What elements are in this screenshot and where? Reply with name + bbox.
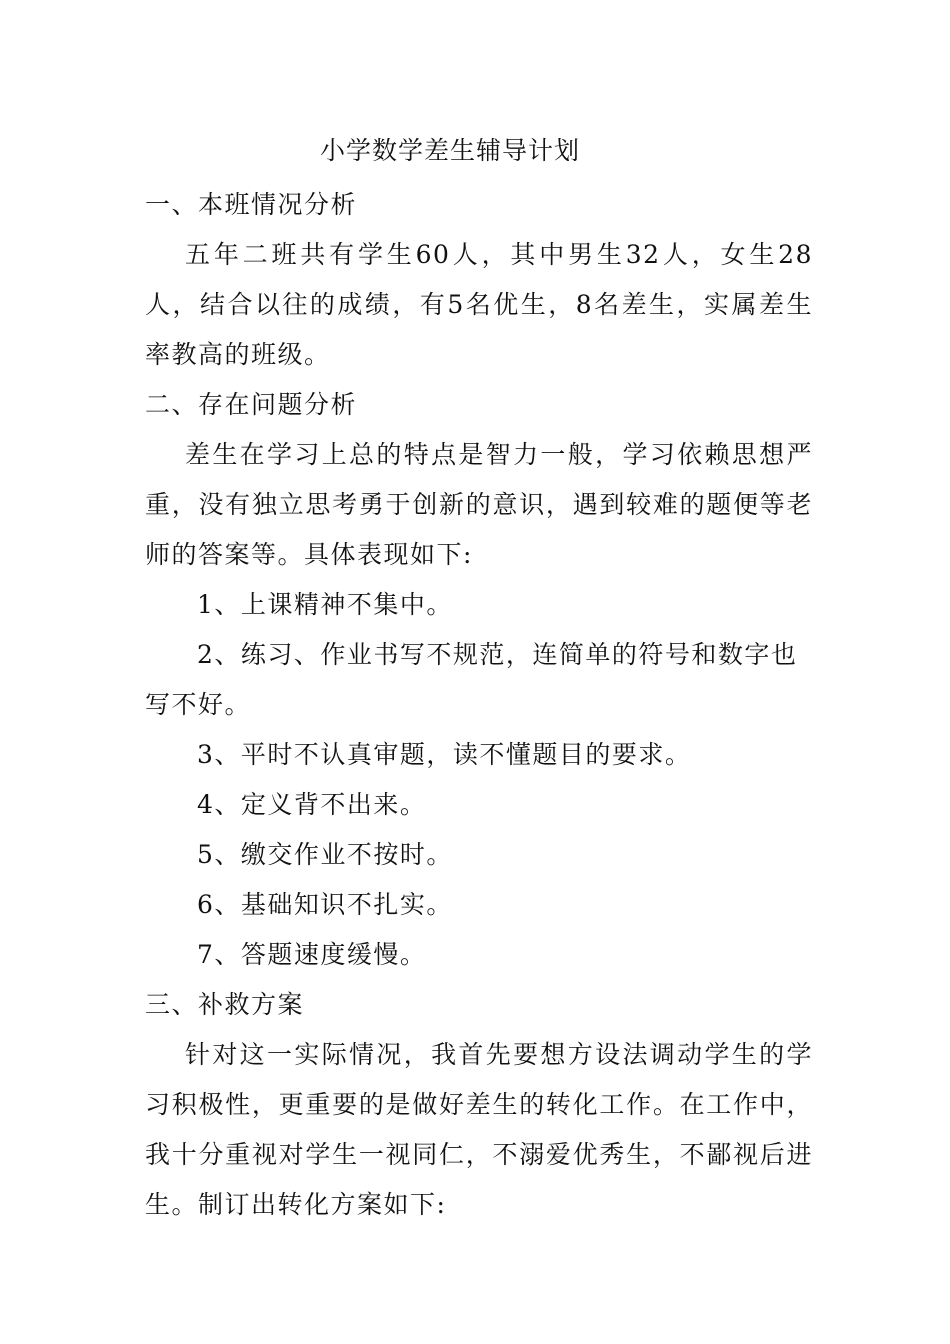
list-item: 3、平时不认真审题，读不懂题目的要求。 (197, 740, 692, 769)
section-heading-class-analysis: 一、本班情况分析 (145, 190, 358, 219)
list-item: 7、答题速度缓慢。 (197, 940, 427, 969)
document-body (145, 180, 813, 1230)
list-item: 2、练习、作业书写不规范，连简单的符号和数字也写不好。 (145, 640, 798, 719)
class-analysis-paragraph: 五年二班共有学生60人，其中男生32人，女生28人，结合以往的成绩，有5名优生，8名差生，实属差生率教高的班级。 (145, 240, 813, 369)
list-item: 4、定义背不出来。 (197, 790, 427, 819)
list-item: 6、基础知识不扎实。 (197, 890, 453, 919)
list-item: 1、上课精神不集中。 (197, 590, 453, 619)
document-title: 小学数学差生辅导计划 (319, 136, 580, 165)
remedial-plan-paragraph: 针对这一实际情况，我首先要想方设法调动学生的学习积极性，更重要的是做好差生的转化工作。在工作中，我十分重视对学生一视同仁，不溺爱优秀生，不鄙视后进生。制订出转化方案如下: (145, 1040, 813, 1219)
section-heading-problem-analysis: 二、存在问题分析 (145, 390, 358, 419)
list-item: 5、缴交作业不按时。 (197, 840, 453, 869)
problem-analysis-paragraph: 差生在学习上总的特点是智力一般，学习依赖思想严重，没有独立思考勇于创新的意识，遇到较难的题便等老师的答案等。具体表现如下: (145, 440, 813, 569)
problem-list (145, 580, 813, 980)
section-heading-remedial-plan: 三、补救方案 (145, 990, 305, 1019)
